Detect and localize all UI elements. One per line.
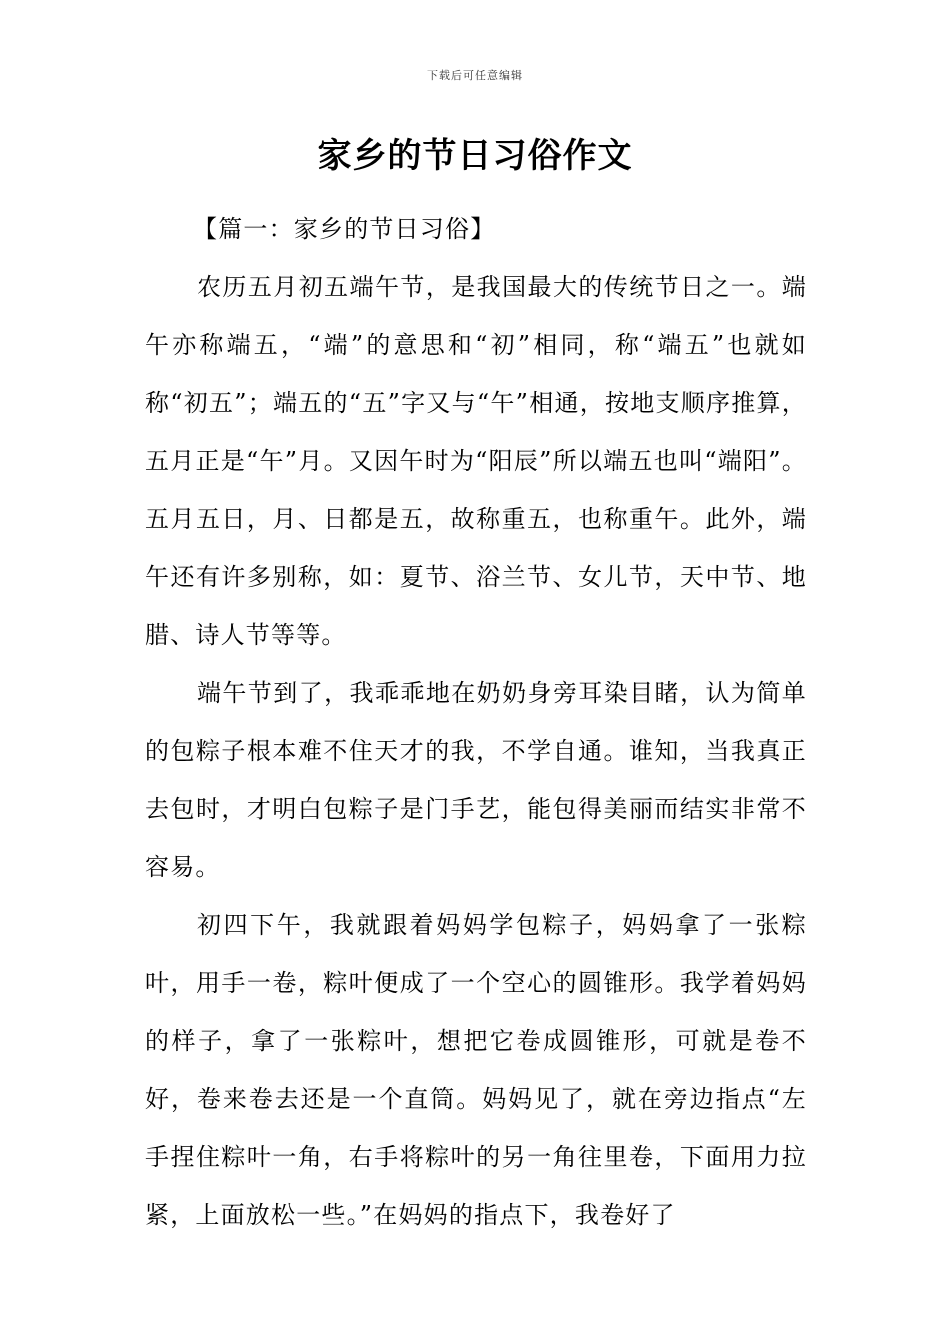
paragraph-3: 初四下午，我就跟着妈妈学包粽子，妈妈拿了一张粽叶，用手一卷，粽叶便成了一个空心的圆锥形。我学着妈妈的样子，拿了一张粽叶，想把它卷成圆锥形，可就是卷不好，卷来卷去还是一个直筒。妈妈见了，就在旁边指点“左手捏住粽叶一角，右手将粽叶的另一角往里卷，下面用力拉紧，上面放松一些。”在妈妈的指点下，我卷好了	[145, 911, 807, 1229]
header-note: 下载后可任意编辑	[427, 69, 523, 82]
section-heading: 【篇一：家乡的节日习俗】	[193, 215, 496, 243]
document-body	[145, 200, 807, 1244]
paragraph-2: 端午节到了，我乖乖地在奶奶身旁耳染目睹，认为简单的包粽子根本难不住天才的我，不学自通。谁知，当我真正去包时，才明白包粽子是门手艺，能包得美丽而结实非常不容易。	[145, 679, 807, 881]
paragraph-1: 农历五月初五端午节，是我国最大的传统节日之一。端午亦称端五，“端”的意思和“初”相同，称“端五”也就如称“初五”；端五的“五”字又与“午”相通，按地支顺序推算，五月正是“午”月。又因午时为“阳辰”所以端五也叫“端阳”。五月五日，月、日都是五，故称重五，也称重午。此外，端午还有许多别称，如：夏节、浴兰节、女儿节，天中节、地腊、诗人节等等。	[145, 273, 807, 649]
document-title: 家乡的节日习俗作文	[317, 136, 633, 176]
